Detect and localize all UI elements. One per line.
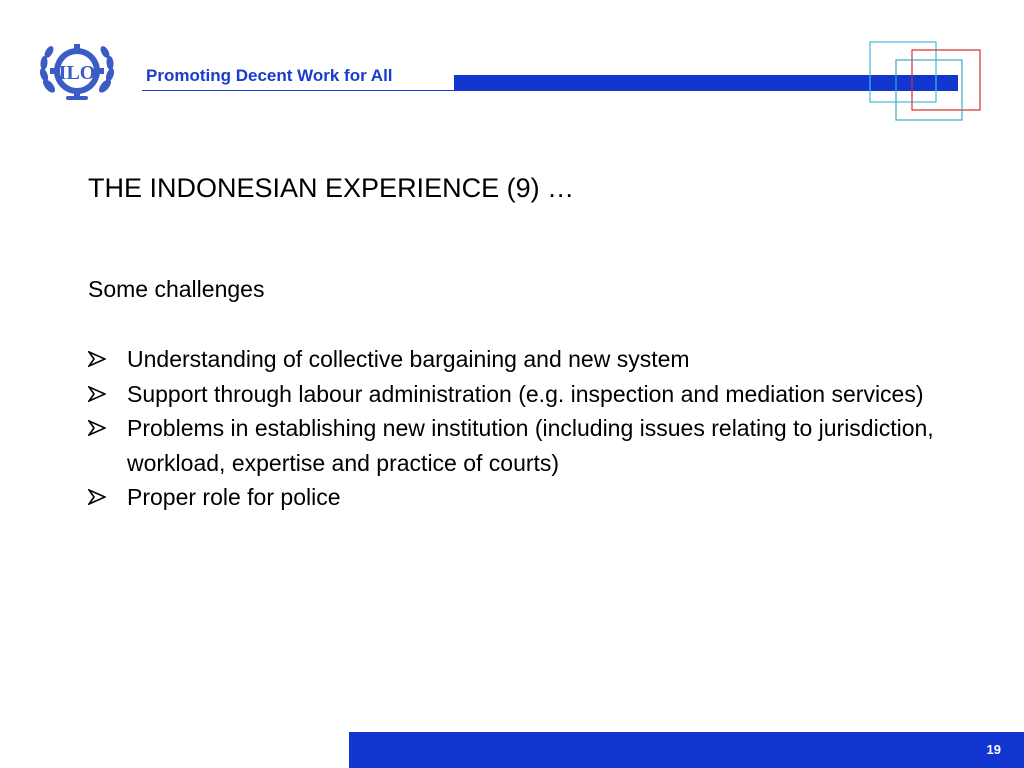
svg-text:ILO: ILO (58, 62, 96, 84)
slide-subtitle: Some challenges (88, 276, 265, 302)
bullet-item (88, 342, 968, 377)
arrow-bullet-icon (88, 386, 106, 402)
arrow-bullet-icon (88, 420, 106, 436)
footer-bar (349, 732, 1024, 768)
bullet-text: Support through labour administration (e.g. inspection and mediation services) (127, 380, 924, 407)
bullet-list (88, 342, 968, 515)
slide-title: THE INDONESIAN EXPERIENCE (9) … (88, 173, 575, 203)
bullet-text: Problems in establishing new institution (including issues relating to jurisdiction, workload, expertise and practice of courts) (127, 415, 934, 476)
bullet-text: Proper role for police (127, 484, 341, 510)
ilo-logo (36, 38, 118, 104)
page-number: 19 (986, 742, 1001, 757)
arrow-bullet-icon (88, 489, 106, 505)
arrow-bullet-icon (88, 351, 106, 367)
bullet-item (88, 411, 968, 480)
tagline-underline (142, 90, 454, 91)
bullet-item (88, 377, 968, 412)
bullet-text: Understanding of collective bargaining and new system (127, 346, 690, 372)
tagline: Promoting Decent Work for All (146, 66, 393, 85)
bullet-item (88, 480, 968, 515)
decorative-squares (862, 38, 988, 126)
